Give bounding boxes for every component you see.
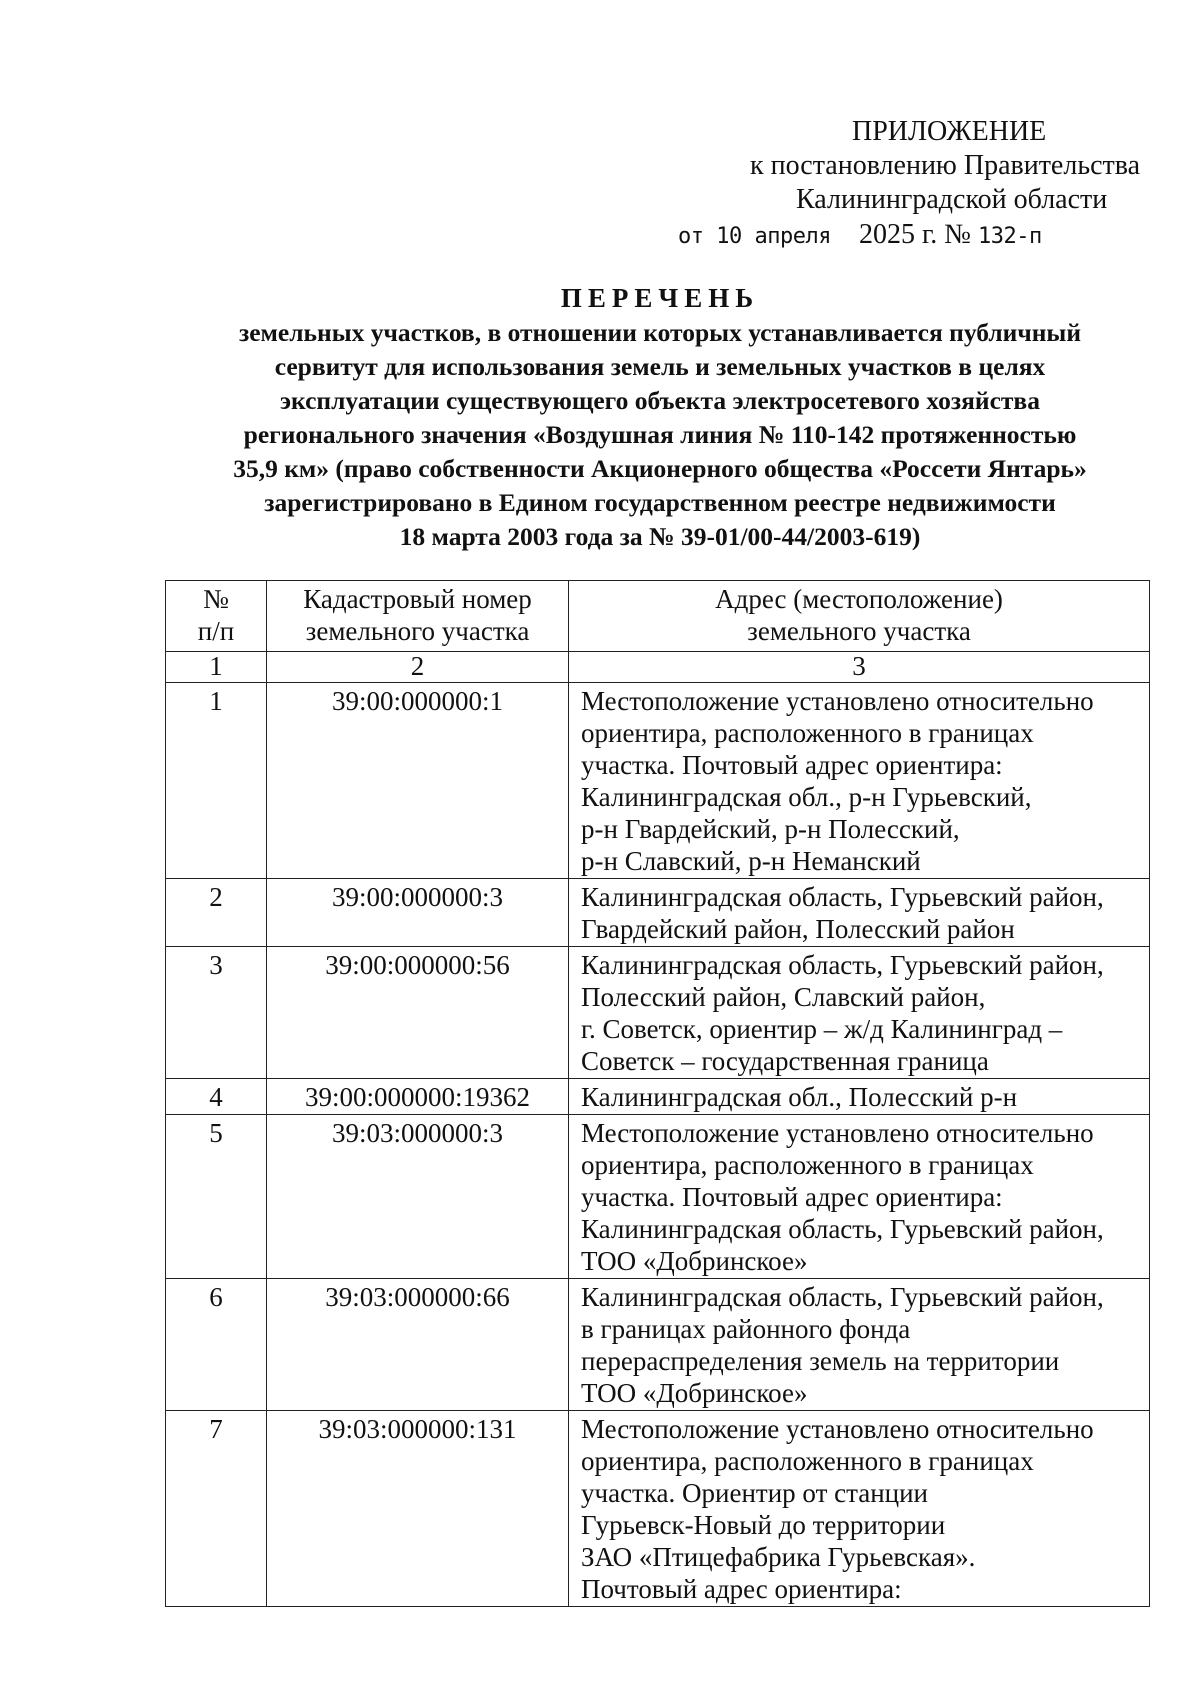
address-cell: [569, 1115, 1150, 1279]
table-row: [166, 1279, 1150, 1411]
address-line: Полесский район, Славский район,: [581, 982, 986, 1012]
document-subtitle: [170, 316, 1150, 554]
appendix-date-line: [678, 219, 1042, 253]
column-number: 2: [267, 652, 569, 683]
row-number: 5: [166, 1115, 267, 1279]
address-line: Гурьевск-Новый до территории: [581, 1510, 946, 1540]
header-number: [166, 581, 267, 652]
parcels-table: [165, 580, 1150, 1607]
row-number: 6: [166, 1279, 267, 1411]
address-cell: [569, 947, 1150, 1079]
appendix-reference: к постановлению Правительства: [750, 150, 1141, 181]
address-line: Гвардейский район, Полесский район: [581, 914, 1015, 944]
address-line: ориентира, расположенного в границах: [581, 1446, 1034, 1476]
address-line: Калининградская область, Гурьевский район,: [581, 950, 1104, 980]
address-cell: [569, 1079, 1150, 1115]
address-cell: [569, 1279, 1150, 1411]
address-line: р-н Гвардейский, р-н Полесский,: [581, 814, 960, 844]
cadastral-number: 39:00:000000:1: [267, 683, 569, 879]
address-line: р-н Славский, р-н Неманский: [581, 846, 921, 876]
address-line: Калининградская область, Гурьевский район,: [581, 1214, 1104, 1244]
address-line: ориентира, расположенного в границах: [581, 1150, 1034, 1180]
subtitle-line: эксплуатации существующего объекта электросетевого хозяйства: [280, 386, 1040, 415]
address-line: Калининградская область, Гурьевский район,: [581, 882, 1104, 912]
subtitle-line: 35,9 км» (право собственности Акционерного общества «Россети Янтарь»: [233, 454, 1087, 483]
table-row: [166, 947, 1150, 1079]
table-row: [166, 1411, 1150, 1607]
address-line: Местоположение установлено относительно: [581, 1118, 1094, 1148]
address-line: Почтовый адрес ориентира:: [581, 1574, 902, 1604]
address-line: г. Советск, ориентир – ж/д Калининград –: [581, 1014, 1063, 1044]
address-line: ТОО «Добринское»: [581, 1246, 808, 1276]
table-row: [166, 683, 1150, 879]
address-line: ориентира, расположенного в границах: [581, 718, 1034, 748]
appendix-number: 132-п: [978, 224, 1042, 249]
address-cell: [569, 879, 1150, 947]
column-number: 3: [569, 652, 1150, 683]
address-line: ТОО «Добринское»: [581, 1378, 808, 1408]
address-line: Советск – государственная граница: [581, 1046, 989, 1076]
subtitle-line: земельных участков, в отношении которых устанавливается публичный: [238, 318, 1082, 347]
header-cadastral-line: Кадастровый номер: [303, 584, 532, 614]
cadastral-number: 39:03:000000:66: [267, 1279, 569, 1411]
header-address-line: Адрес (местоположение): [715, 584, 1003, 614]
address-line: Калининградская обл., р-н Гурьевский,: [581, 782, 1032, 812]
appendix-region: Калининградской области: [796, 184, 1108, 215]
subtitle-line: зарегистрировано в Едином государственном реестре недвижимости: [264, 488, 1056, 517]
row-number: 1: [166, 683, 267, 879]
row-number: 3: [166, 947, 267, 1079]
column-number: 1: [166, 652, 267, 683]
address-line: в границах районного фонда: [581, 1314, 911, 1344]
row-number: 7: [166, 1411, 267, 1607]
cadastral-number: 39:00:000000:19362: [267, 1079, 569, 1115]
table-row: [166, 879, 1150, 947]
subtitle-line: 18 марта 2003 года за № 39-01/00-44/2003-619): [399, 522, 921, 551]
cadastral-number: 39:00:000000:56: [267, 947, 569, 1079]
row-number: 4: [166, 1079, 267, 1115]
document-title: ПЕРЕЧЕНЬ: [560, 283, 760, 313]
appendix-title: ПРИЛОЖЕНИЕ: [852, 116, 1047, 147]
header-number-line: п/п: [197, 616, 235, 646]
row-number: 2: [166, 879, 267, 947]
address-line: ЗАО «Птицефабрика Гурьевская».: [581, 1542, 976, 1572]
header-cadastral-line: земельного участка: [305, 616, 530, 646]
subtitle-line: регионального значения «Воздушная линия № 110-142 протяженностью: [243, 420, 1077, 449]
header-address-line: земельного участка: [747, 616, 971, 646]
cadastral-number: 39:03:000000:3: [267, 1115, 569, 1279]
cadastral-number: 39:00:000000:3: [267, 879, 569, 947]
address-line: Местоположение установлено относительно: [581, 1414, 1094, 1444]
address-cell: [569, 683, 1150, 879]
cadastral-number: 39:03:000000:131: [267, 1411, 569, 1607]
column-number-row: [166, 652, 1150, 683]
appendix-date: от 10 апреля: [678, 224, 831, 249]
subtitle-line: сервитут для использования земель и земельных участков в целях: [274, 352, 1046, 381]
appendix-year: 2025 г. №: [858, 219, 971, 250]
header-number-line: №: [203, 584, 229, 614]
address-line: участка. Почтовый адрес ориентира:: [581, 1182, 1003, 1212]
address-line: перераспределения земель на территории: [581, 1346, 1060, 1376]
table-row: [166, 1079, 1150, 1115]
address-line: Калининградская область, Гурьевский район,: [581, 1282, 1104, 1312]
table-row: [166, 1115, 1150, 1279]
header-address: [569, 581, 1150, 652]
address-line: участка. Почтовый адрес ориентира:: [581, 750, 1003, 780]
address-line: Местоположение установлено относительно: [581, 686, 1094, 716]
header-cadastral: [267, 581, 569, 652]
table-header-row: [166, 581, 1150, 652]
address-line: участка. Ориентир от станции: [581, 1478, 929, 1508]
address-line: Калининградская обл., Полесский р-н: [581, 1082, 1018, 1112]
address-cell: [569, 1411, 1150, 1607]
